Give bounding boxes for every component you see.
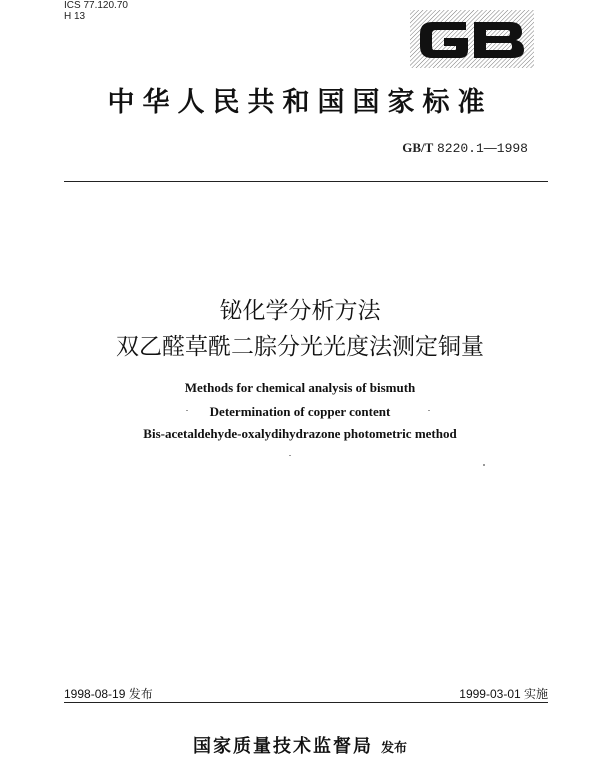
issuer-organization: 国家质量技术监督局 bbox=[192, 736, 373, 757]
standard-number bbox=[350, 140, 528, 156]
national-standard-heading: 中华人民共和国国家标准 bbox=[107, 87, 493, 118]
header-divider bbox=[64, 181, 548, 182]
ccs-code: H 13 bbox=[64, 11, 86, 22]
standard-prefix: GB/T bbox=[402, 140, 434, 155]
scan-speck bbox=[428, 410, 430, 411]
chinese-title-line-1: 铋化学分析方法 bbox=[219, 298, 381, 324]
chinese-title-line-2: 双乙醛草酰二腙分光光度法测定铜量 bbox=[116, 334, 484, 360]
english-title-line-3: Bis-acetaldehyde-oxalydihydrazone photometric method bbox=[143, 426, 457, 441]
scan-speck bbox=[186, 410, 188, 411]
english-title-line-2: Determination of copper content bbox=[209, 404, 391, 419]
scan-speck bbox=[483, 464, 485, 466]
gb-logo-graphic bbox=[410, 10, 534, 68]
gb-logo bbox=[410, 10, 534, 68]
standard-number-value: 8220.1 bbox=[436, 141, 484, 156]
issuer bbox=[0, 732, 600, 758]
scan-speck bbox=[289, 455, 291, 456]
classification-codes bbox=[64, 0, 128, 22]
standard-number-separator: — bbox=[483, 140, 497, 155]
standard-year: 1998 bbox=[496, 141, 528, 156]
english-title-line-1: Methods for chemical analysis of bismuth bbox=[184, 380, 416, 395]
issuer-action: 发布 bbox=[380, 741, 407, 756]
effective-date: 1999-03-01 实施 bbox=[459, 687, 548, 701]
ics-code: ICS 77.120.70 bbox=[64, 0, 128, 11]
issue-date: 1998-08-19 发布 bbox=[64, 687, 153, 701]
date-divider bbox=[64, 702, 548, 703]
date-row bbox=[64, 683, 548, 707]
